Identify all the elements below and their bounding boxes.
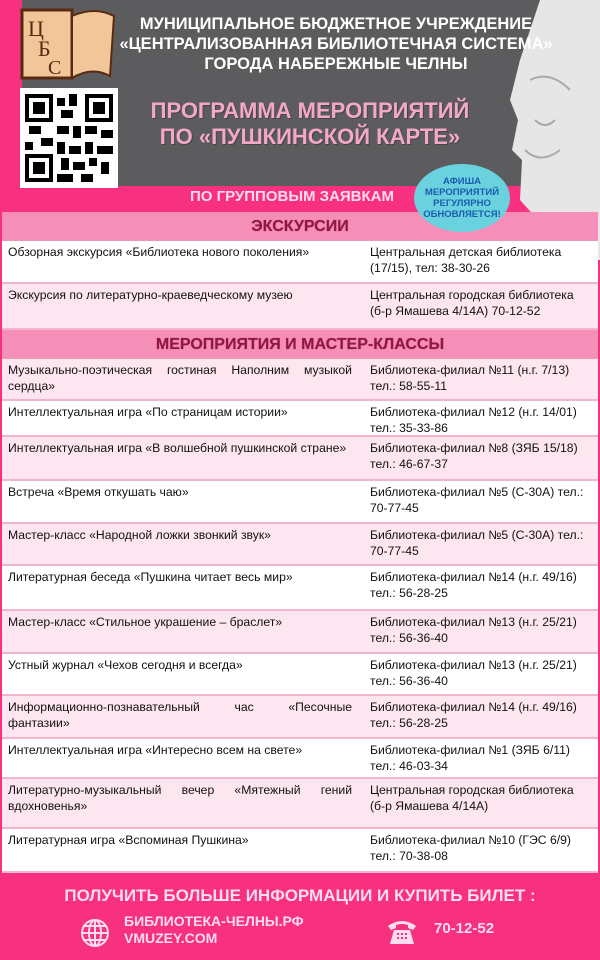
bubble-line: РЕГУЛЯРНО <box>433 198 491 209</box>
group-requests-label: ПО ГРУППОВЫМ ЗАЯВКАМ <box>190 188 394 205</box>
globe-icon <box>80 918 110 948</box>
event-name: Литературная игра «Вспоминая Пушкина» <box>8 833 249 847</box>
cta-text: ПОЛУЧИТЬ БОЛЬШЕ ИНФОРМАЦИИ И КУПИТЬ БИЛЕТ : <box>64 886 536 905</box>
program-title-line: ПРОГРАММА МЕРОПРИЯТИЙ <box>150 98 470 123</box>
table-row <box>2 241 598 284</box>
table-row <box>2 437 598 481</box>
website-link-library[interactable]: БИБЛИОТЕКА-ЧЕЛНЫ.РФ <box>124 913 304 929</box>
event-place: Библиотека-филиал №10 (ГЭС 6/9) тел.: 70-38-08 <box>370 833 571 863</box>
event-name: Экскурсия по литературно-краеведческому музею <box>8 288 293 302</box>
svg-text:Ц: Ц <box>28 16 44 41</box>
event-place: Библиотека-филиал №11 (н.г. 7/13) тел.: 58-55-11 <box>370 363 570 393</box>
events-table <box>2 212 598 873</box>
phone-number[interactable]: 70-12-52 <box>434 920 495 937</box>
svg-text:Б: Б <box>38 36 51 61</box>
website-links <box>124 913 304 947</box>
org-line: МУНИЦИПАЛЬНОЕ БЮДЖЕТНОЕ УЧРЕЖДЕНИЕ <box>139 15 533 33</box>
table-row <box>2 829 598 873</box>
event-place: Библиотека-филиал №5 (С-30А) тел.: 70-77-45 <box>370 528 584 558</box>
event-name: Информационно-познавательный час «Песочные фантазии» <box>8 700 352 730</box>
event-name: Мастер-класс «Стильное украшение – браслет» <box>8 615 283 629</box>
event-place: Центральная детская библиотека (17/15), тел: 38-30-26 <box>370 245 562 275</box>
event-name: Устный журнал «Чехов сегодня и всегда» <box>8 658 243 672</box>
program-title-line: ПО «ПУШКИНСКОЙ КАРТЕ» <box>159 124 461 149</box>
table-row <box>2 611 598 654</box>
program-title <box>130 98 490 150</box>
org-line: ГОРОДА НАБЕРЕЖНЫЕ ЧЕЛНЫ <box>204 55 468 73</box>
event-place: Библиотека-филиал №14 (н.г. 49/16) тел.: 56-28-25 <box>370 570 577 600</box>
section-header-excursions: ЭКСКУРСИИ <box>2 212 598 241</box>
table-row <box>2 481 598 524</box>
event-place: Библиотека-филиал №1 (ЗЯБ 6/11) тел.: 46-03-34 <box>370 743 570 773</box>
event-place: Центральная городская библиотека (б-р Ямашева 4/14А) <box>370 783 574 813</box>
website-link-vmuzey[interactable]: VMUZEY.COM <box>124 930 218 946</box>
event-place: Библиотека-филиал №13 (н.г. 25/21) тел.: 56-36-40 <box>370 658 577 688</box>
event-name: Обзорная экскурсия «Библиотека нового поколения» <box>8 245 310 259</box>
event-name: Музыкально-поэтическая гостиная Наполним музыкой сердца» <box>8 363 352 393</box>
cbs-logo <box>20 6 116 82</box>
event-name: Интеллектуальная игра «Интересно всем на свете» <box>8 743 303 757</box>
event-place: Библиотека-филиал №13 (н.г. 25/21) тел.: 56-36-40 <box>370 615 577 645</box>
bubble-line: МЕРОПРИЯТИЙ <box>424 187 500 198</box>
event-place: Центральная городская библиотека (б-р Ямашева 4/14А) 70-12-52 <box>370 288 574 318</box>
section-header-events: МЕРОПРИЯТИЯ И МАСТЕР-КЛАССЫ <box>2 330 598 359</box>
event-name: Встреча «Время откушать чаю» <box>8 485 189 499</box>
event-place: Библиотека-филиал №8 (ЗЯБ 15/18) тел.: 46-67-37 <box>370 441 578 471</box>
event-name: Литературно-музыкальный вечер «Мятежный гений вдохновенья» <box>8 783 352 813</box>
bubble-line: ОБНОВЛЯЕТСЯ! <box>423 209 501 220</box>
event-name: Мастер-класс «Народной ложки звонкий звук» <box>8 528 271 542</box>
table-row <box>2 696 598 739</box>
event-place: Библиотека-филиал №5 (С-30А) тел.: 70-77-45 <box>370 485 584 515</box>
organization-name <box>112 14 560 74</box>
qr-code[interactable] <box>20 88 118 188</box>
table-row <box>2 566 598 611</box>
event-name: Литературная беседа «Пушкина читает весь мир» <box>8 570 293 584</box>
svg-text:С: С <box>48 57 62 79</box>
table-row <box>2 654 598 696</box>
qr-code-icon <box>25 93 113 183</box>
table-row <box>2 359 598 401</box>
table-row <box>2 739 598 779</box>
afisha-speech-bubble <box>414 164 510 232</box>
org-line: «ЦЕНТРАЛИЗОВАННАЯ БИБЛИОТЕЧНАЯ СИСТЕМА» <box>119 35 553 53</box>
table-row <box>2 284 598 330</box>
event-name: Интеллектуальная игра «По страницам истории» <box>8 405 288 419</box>
table-row <box>2 779 598 829</box>
bubble-line: АФИША <box>443 176 481 187</box>
table-row <box>2 524 598 566</box>
table-row <box>2 401 598 437</box>
event-place: Библиотека-филиал №12 (н.г. 14/01) тел.: 35-33-86 <box>370 405 577 435</box>
telephone-icon <box>386 916 418 946</box>
event-place: Библиотека-филиал №14 (н.г. 49/16) тел.: 56-28-25 <box>370 700 577 730</box>
event-name: Интеллектуальная игра «В волшебной пушкинской стране» <box>8 441 347 455</box>
